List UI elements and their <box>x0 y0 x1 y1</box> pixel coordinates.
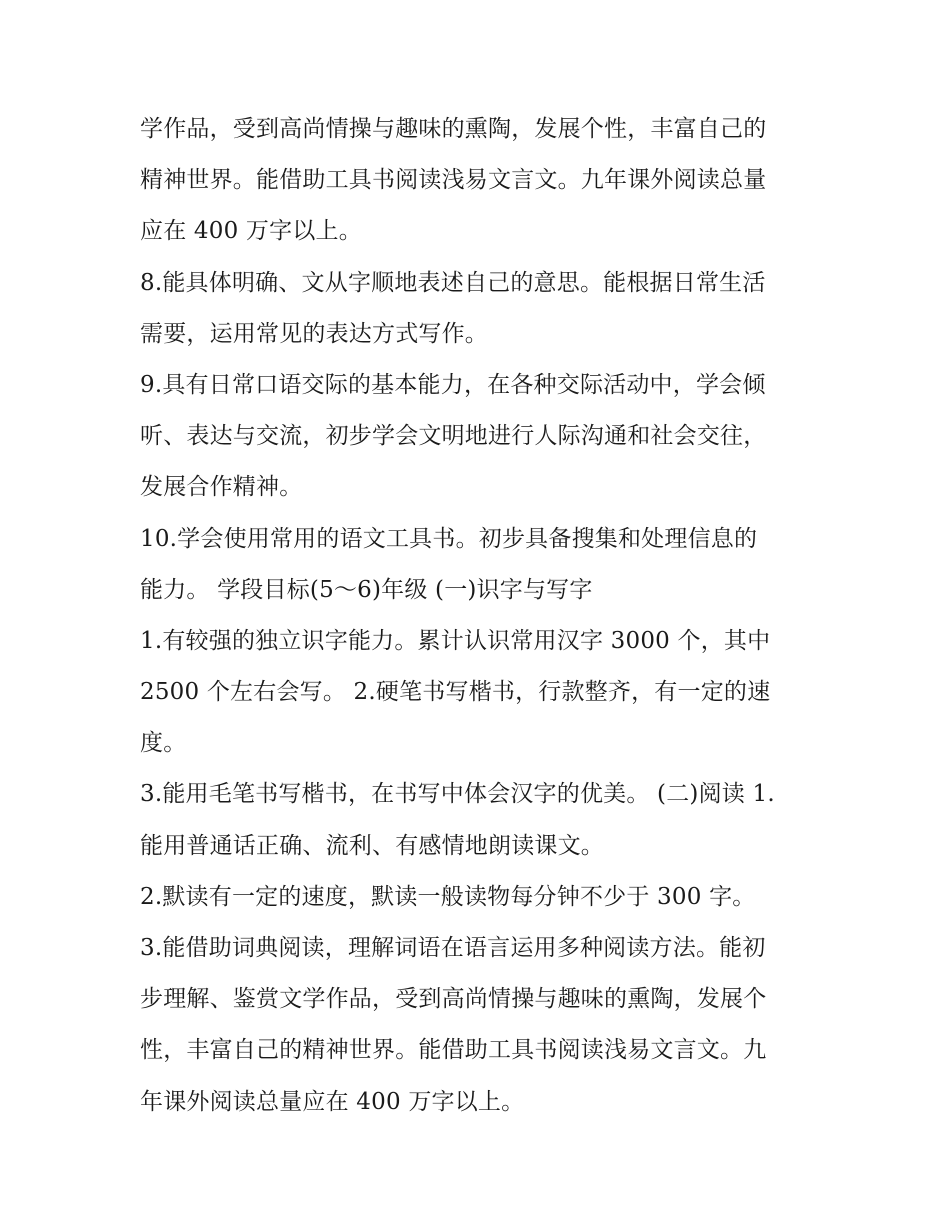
text-line: 性，丰富自己的精神世界。能借助工具书阅读浅易文言文。九 <box>140 1037 767 1064</box>
text-line: 应在 400 万字以上。 <box>140 218 362 245</box>
text-line: 发展合作精神。 <box>140 474 303 501</box>
text-line: 能用普通话正确、流利、有感情地朗读课文。 <box>140 832 604 859</box>
text-line: 10.学会使用常用的语文工具书。初步具备搜集和处理信息的 <box>140 525 758 552</box>
text-line: 需要，运用常见的表达方式写作。 <box>140 320 488 347</box>
text-line: 2500 个左右会写。 2.硬笔书写楷书，行款整齐，有一定的速 <box>140 679 771 706</box>
text-line: 8.能具体明确、文从字顺地表述自己的意思。能根据日常生活 <box>140 269 766 296</box>
text-line: 2.默读有一定的速度，默读一般读物每分钟不少于 300 字。 <box>140 883 756 910</box>
text-line: 1.有较强的独立识字能力。累计认识常用汉字 3000 个，其中 <box>140 627 771 654</box>
text-line: 听、表达与交流，初步学会文明地进行人际沟通和社会交往， <box>140 423 767 450</box>
text-line: 年课外阅读总量应在 400 万字以上。 <box>140 1088 525 1115</box>
text-line: 精神世界。能借助工具书阅读浅易文言文。九年课外阅读总量 <box>140 167 767 194</box>
document-body <box>140 104 820 1128</box>
text-line: 能力。 学段目标(5～6)年级 (一)识字与写字 <box>140 576 593 603</box>
text-line: 3.能借助词典阅读，理解词语在语言运用多种阅读方法。能初 <box>140 935 766 961</box>
text-line: 3.能用毛笔书写楷书，在书写中体会汉字的优美。 (二)阅读 1. <box>140 781 775 808</box>
text-line: 步理解、鉴赏文学作品，受到高尚情操与趣味的熏陶，发展个 <box>140 986 767 1013</box>
text-line: 学作品，受到高尚情操与趣味的熏陶，发展个性，丰富自己的 <box>140 116 767 142</box>
text-line: 度。 <box>140 730 187 757</box>
text-line: 9.具有日常口语交际的基本能力，在各种交际活动中，学会倾 <box>140 371 766 398</box>
